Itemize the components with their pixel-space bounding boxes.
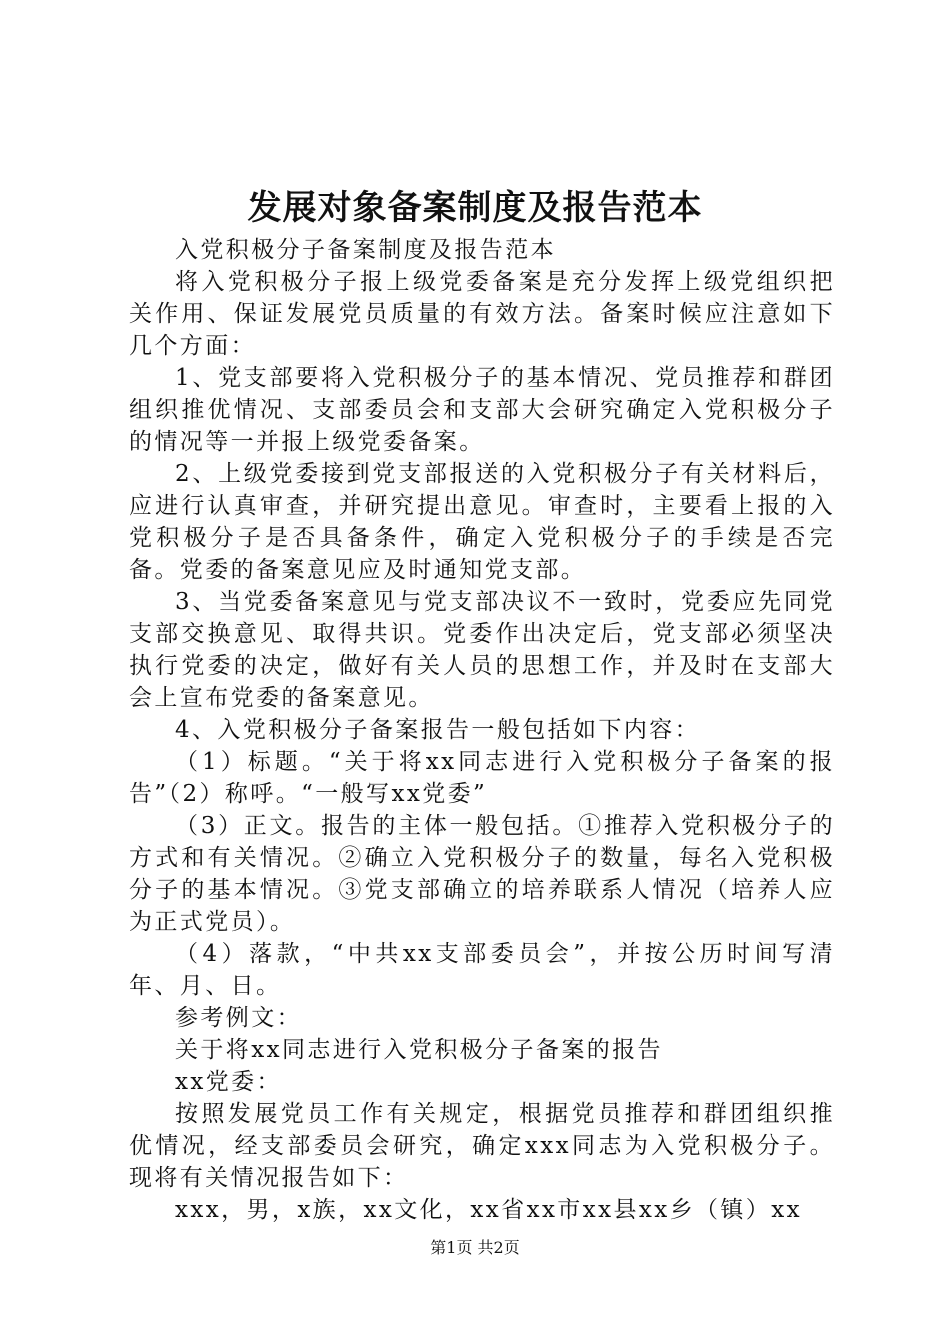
paragraph-item-3: 3、当党委备案意见与党支部决议不一致时，党委应先同党支部交换意见、取得共识。党委作出决定后，党支部必须坚决执行党委的决定，做好有关人员的思想工作，并及时在支部大会上宣布党委的备案意见。: [129, 589, 835, 711]
paragraph-item-2: 2、上级党委接到党支部报送的入党积极分子有关材料后，应进行认真审查，并研究提出意见。审查时，主要看上报的入党积极分子是否具备条件，确定入党积极分子的手续是否完备。党委的备案意见应及时通知党支部。: [129, 461, 835, 583]
paragraph-sub-1-2: （1）标题。“关于将xx同志进行入党积极分子备案的报告”（2）称呼。“一般写xx党委”: [129, 749, 835, 807]
paragraph-sub-4: （4）落款，“中共xx支部委员会”，并按公历时间写清年、月、日。: [129, 941, 835, 999]
paragraph-sub-3: （3）正文。报告的主体一般包括。①推荐入党积极分子的方式和有关情况。②确立入党积极分子的数量，每名入党积极分子的基本情况。③党支部确立的培养联系人情况（培养人应为正式党员）。: [129, 813, 835, 935]
paragraph-salutation: xx党委：: [175, 1069, 282, 1095]
paragraph-example-title: 关于将xx同志进行入党积极分子备案的报告: [175, 1037, 663, 1063]
document-body: [129, 234, 835, 1226]
paragraph-example-person: xxx，男，x族，xx文化，xx省xx市xx县xx乡（镇）xx: [175, 1197, 802, 1223]
paragraph-item-1: 1、党支部要将入党积极分子的基本情况、党员推荐和群团组织推优情况、支部委员会和支部大会研究确定入党积极分子的情况等一并报上级党委备案。: [129, 365, 835, 455]
document-title: 发展对象备案制度及报告范本: [247, 188, 703, 228]
page-footer: 第1页 共2页: [430, 1238, 520, 1257]
paragraph-intro: 将入党积极分子报上级党委备案是充分发挥上级党组织把关作用、保证发展党员质量的有效方法。备案时候应注意如下几个方面：: [129, 269, 835, 359]
paragraph-item-4: 4、入党积极分子备案报告一般包括如下内容：: [175, 717, 701, 743]
paragraph-subtitle: 入党积极分子备案制度及报告范本: [175, 237, 556, 263]
paragraph-example-body: 按照发展党员工作有关规定，根据党员推荐和群团组织推优情况，经支部委员会研究，确定xxx同志为入党积极分子。现将有关情况报告如下：: [129, 1101, 835, 1191]
paragraph-example-label: 参考例文：: [175, 1005, 302, 1031]
